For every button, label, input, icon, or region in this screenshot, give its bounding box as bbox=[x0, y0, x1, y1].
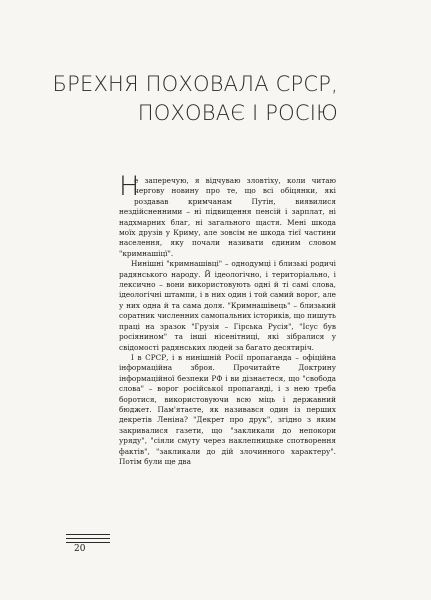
drop-cap-letter: Н bbox=[119, 171, 140, 202]
paragraph-2: Нинішні "кримнашівці" – однодумці і близькі родичі радянського народу. Й ідеологічно, і територіально, і лексично – вони використовують одні й ті самі слова, ідеологічні штампи, і в них один і той самий ворог, але у них одна й та сама доля. "Кримнашівець" – близький соратник численних самопальних істориків, що пишуть праці на зразок "Грузія – Гірська Русія", "Ісус був росіянином" та інші нісенітниці, які зібралися у свідомості радянських людей за багато десятиріч. bbox=[119, 259, 336, 352]
footer-rule-3 bbox=[66, 542, 110, 543]
chapter-title bbox=[53, 70, 339, 128]
chapter-title-line-2: ПОХОВАЄ І РОСІЮ bbox=[137, 101, 338, 125]
paragraph-1 bbox=[119, 171, 336, 259]
drop-cap bbox=[119, 171, 140, 202]
page-number: 20 bbox=[74, 544, 86, 554]
body-text bbox=[119, 171, 336, 467]
chapter-title-line-1: БРЕХНЯ ПОХОВАЛА СРСР, bbox=[52, 72, 338, 96]
footer-rule-1 bbox=[66, 534, 110, 535]
footer-rule-2 bbox=[66, 538, 110, 539]
paragraph-1-text: е заперечую, я відчуваю зловтіху, коли читаю чергову новину про те, що всі обіцянки, які роздавав кримчанам Путін, виявилися нездійсненними – ні підвищення пенсій і зарплат, ні надхмарних благ, ні загального щастя. Мені шкода моїх друзів у Криму, але зовсім не шкода тієї частини населення, яку почали називати єдиним словом "кримнашіцї". bbox=[119, 176, 336, 258]
paragraph-3: І в СРСР, і в нинішній Росії пропаганда – офіційна інформаційна зброя. Прочитайте Доктрину інформаційної безпеки РФ і ви дізнаєтеся, що "свобода слова" – ворог російської пропаганді, і з нею треба боротися, використовуючи всю міць і державний бюджет. Пам'ятаєте, як називався один із перших декретів Леніна? "Декрет про друк", згідно з яким закривалися газети, що "закликали до непокори уряду", "сіяли смуту через наклепницьке спотворення фактів", "закликали до дій злочинного характеру". Потім були ще два bbox=[119, 352, 336, 466]
